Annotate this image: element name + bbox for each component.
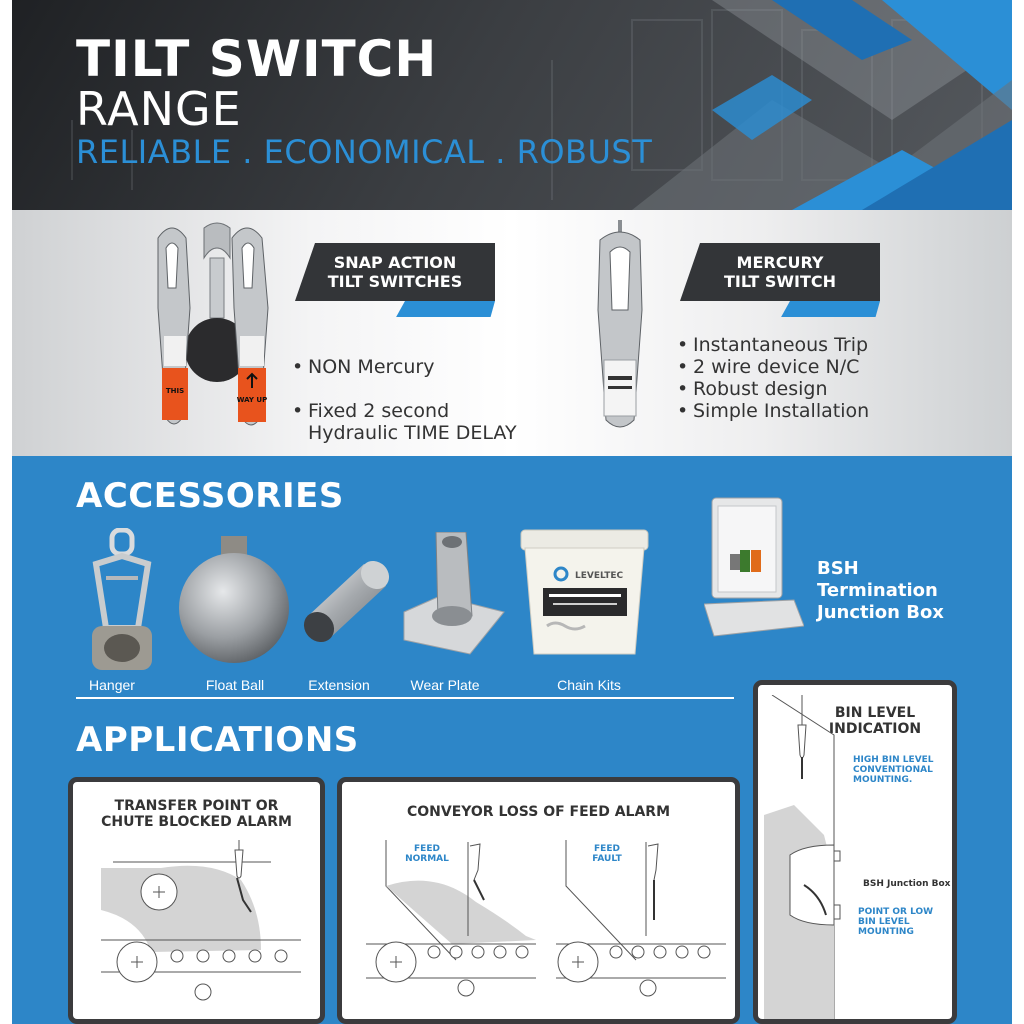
transfer-panel-title: TRANSFER POINT OR CHUTE BLOCKED ALARM: [101, 798, 292, 830]
bin-diagram: [764, 695, 954, 1020]
float-ball-label: Float Ball: [205, 677, 265, 693]
conveyor-panel: [337, 777, 740, 1024]
junction-box-icon: [704, 496, 804, 646]
snap-action-bullet: • Fixed 2 second Hydraulic TIME DELAY: [292, 400, 517, 444]
snap-action-bullet: • NON Mercury: [292, 356, 517, 378]
svg-text:WAY UP: WAY UP: [236, 396, 268, 404]
wear-plate-label: Wear Plate: [410, 677, 480, 693]
extension-label: Extension: [308, 677, 370, 693]
bucket-icon: [517, 526, 652, 658]
bsh-junction-box-label: BSH Junction Box: [863, 879, 951, 889]
mercury-label: MERCURY TILT SWITCH: [723, 253, 837, 291]
snap-action-tag: [295, 243, 495, 317]
conveyor-panel-title: CONVEYOR LOSS OF FEED ALARM: [406, 804, 671, 820]
conveyor-diagram: [356, 840, 736, 1020]
chain-kits-label: Chain Kits: [557, 677, 621, 693]
accessories-heading: ACCESSORIES: [76, 476, 344, 516]
high-bin-level-label: HIGH BIN LEVEL CONVENTIONAL MOUNTING.: [853, 755, 934, 785]
junction-box-label: BSH Termination Junction Box: [817, 558, 944, 623]
hanger-label: Hanger: [89, 677, 135, 693]
feed-normal-label: FEED NORMAL: [405, 844, 449, 864]
transfer-diagram: [91, 840, 311, 1020]
header-banner: [12, 0, 1012, 210]
feed-fault-label: FEED FAULT: [592, 844, 622, 864]
products-band: [12, 210, 1012, 456]
mercury-bullet: • Instantaneous Trip: [677, 334, 869, 356]
mercury-bullet: • Simple Installation: [677, 400, 869, 422]
float-ball-icon: [177, 536, 292, 666]
mercury-tag: [680, 243, 880, 317]
snap-action-switch-image: [152, 218, 282, 436]
low-bin-level-label: POINT OR LOW BIN LEVEL MOUNTING: [858, 907, 934, 937]
wear-plate-icon: [400, 532, 510, 657]
mercury-bullet: • Robust design: [677, 378, 869, 400]
accessories-applications-section: [12, 456, 1012, 1024]
tagline: RELIABLE . ECONOMICAL . ROBUST: [76, 133, 653, 171]
transfer-point-panel: [68, 777, 325, 1024]
page-subtitle: RANGE: [76, 82, 242, 136]
svg-text:THIS: THIS: [165, 387, 185, 395]
bin-level-panel: [753, 680, 957, 1024]
snap-action-label: SNAP ACTION TILT SWITCHES: [327, 253, 463, 291]
bucket-brand-text: LEVELTEC: [575, 571, 624, 581]
page-title: TILT SWITCH: [76, 30, 438, 88]
applications-heading: APPLICATIONS: [76, 720, 359, 760]
bin-panel-title: BIN LEVEL INDICATION: [828, 705, 922, 737]
mercury-bullet: • 2 wire device N/C: [677, 356, 869, 378]
extension-pipe-icon: [302, 556, 392, 646]
section-divider: [76, 697, 734, 699]
mercury-switch-image: [590, 220, 650, 430]
hanger-icon: [78, 528, 168, 673]
mercury-bullet-list: [677, 334, 869, 422]
